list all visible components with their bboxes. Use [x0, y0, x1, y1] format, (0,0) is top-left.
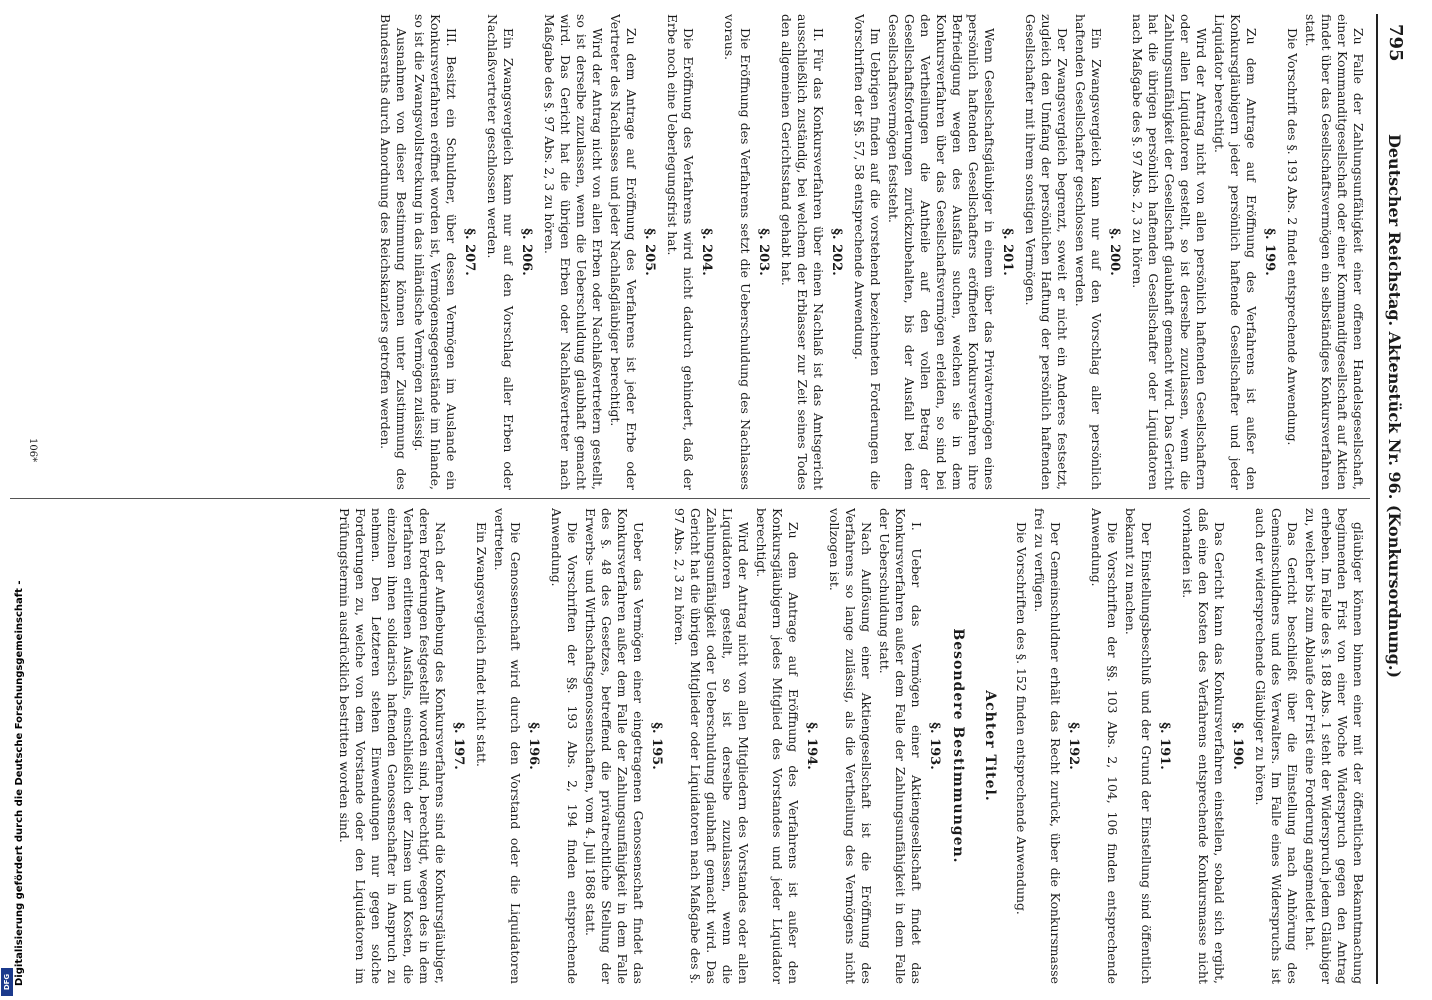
printer-signature: 106* — [27, 438, 38, 463]
paragraph: Ausnahmen von dieser Bestimmung können unter Zustimmung des Bundesraths durch Anordnung des Reichskanzlers getroffen werden. — [378, 14, 409, 490]
document-page — [10, 14, 1410, 984]
section-heading: Besondere Bestimmungen. — [950, 628, 966, 864]
paragraph: gläubiger können binnen einer mit der öffentlichen Bekanntmachung beginnenden Frist von einer Woche Widerspruch gegen den Antrag erheben. Im Falle des §. 188 Abs. 1 steht der Widerspruch jedem Gläubiger zu, welcher bis zum Ablaufe der Frist eine Forderung angemeldet hat. — [1303, 508, 1366, 984]
paragraph: Die Eröffnung des Verfahrens setzt die Ueberschuldung des Nachlasses voraus. — [722, 14, 753, 490]
page-title: Deutscher Reichstag. Aktenstück Nr. 96. (Konkursordnung.) — [1385, 134, 1404, 679]
column-divider — [10, 498, 1370, 499]
paragraph: Wird der Antrag nicht von allen persönlich haftenden Gesellschaftern oder allen Liquidatoren gestellt, so ist derselbe zuzulassen, wenn die Zahlungsunfähigkeit der Gesellschaft glaubhaft gemacht wird. Das Gericht hat die übrigen persönlich haftenden Gesellschafter oder Liquidatoren nach Maßgabe des §. 97 Abs. 2, 3 zu hören. — [1130, 14, 1209, 490]
paragraph: Die Vorschriften der §§. 193 Abs. 2, 194 finden entsprechende Anwendung. — [549, 508, 580, 984]
paragraph: Ein Zwangsvergleich findet nicht statt. — [474, 522, 489, 767]
section-number: §. 199. — [1262, 228, 1277, 276]
right-column — [26, 508, 1366, 984]
watermark-text: Digitalisierung gefördert durch die Deutsche Forschungsgemeinschaft - — [14, 580, 25, 986]
section-number: §. 206. — [519, 228, 534, 276]
paragraph: Zu dem Antrage auf Eröffnung des Verfahrens ist außer den Konkursgläubigern jeder persönlich haftende Gesellschafter und jeder Liquidator berechtigt. — [1212, 14, 1259, 490]
paragraph: Ueber das Vermögen einer eingetragenen Genossenschaft findet das Konkursverfahren außer dem Falle der Zahlungsunfähigkeit in dem Falle des §. 48 des Gesetzes, betreffend die privatrechtliche Stellung der Erwerbs- und Wirthschaftsgenossenschaften, vom 4. Juli 1868 statt. — [583, 508, 646, 984]
header-rule — [1376, 14, 1378, 984]
section-number: §. 195. — [649, 722, 664, 770]
left-column — [26, 14, 1366, 490]
paragraph: Ein Zwangsvergleich kann nur auf den Vorschlag aller Erben oder Nachlaßvertreter geschlossen werden. — [485, 14, 516, 490]
paragraph: Die Vorschrift des §. 193 Abs. 2 findet entsprechende Anwendung. — [1285, 28, 1300, 446]
section-heading: Achter Titel. — [982, 690, 998, 802]
paragraph: II. Für das Konkursverfahren über einen Nachlaß ist das Amtsgericht ausschließlich zuständig, bei welchem der Erblasser zur Zeit seines Todes den allgemeinen Gerichtsstand gehabt hat. — [779, 14, 826, 490]
section-number: §. 191. — [1157, 722, 1172, 770]
section-number: §. 200. — [1107, 228, 1122, 276]
section-number: §. 192. — [1066, 722, 1081, 770]
paragraph: Wird der Antrag nicht von allen Mitgliedern des Vorstandes oder allen Liquidatoren gestellt, so ist derselbe zuzulassen, wenn die Zahlungsunfähigkeit oder Ueberschuldung glaubhaft gemacht wird. Das Gericht hat die übrigen Mitglieder oder Liquidatoren nach Maßgabe des §. 97 Abs. 2, 3 zu hören. — [672, 508, 751, 984]
paragraph: Der Zwangsvergleich begrenzt, soweit er nicht ein Anderes festsetzt, zugleich den Umfang der persönlichen Haftung der persönlich haftenden Gesellschafter mit ihrem sonstigen Vermögen. — [1023, 14, 1070, 490]
paragraph: III. Besitzt ein Schuldner, über dessen Vermögen im Auslande ein Konkursverfahren eröffnet worden ist, Vermögensgegenstände im Inlande, so ist die Zwangsvollstreckung in das inländische Vermögen zulässig. — [412, 14, 459, 490]
paragraph: Das Gericht beschließt über die Einstellung nach Anhörung des Gemeinschuldners und des Verwalters. Im Falle eines Widerspruchs ist auch der widersprechende Gläubiger zu hören. — [1253, 508, 1300, 984]
paragraph: Das Gericht kann das Konkursverfahren einstellen, sobald sich ergibt, daß eine den Kosten des Verfahrens entsprechende Konkursmasse nicht vorhanden ist. — [1180, 508, 1227, 984]
paragraph: Wird der Antrag nicht von allen Erben oder Nachlaßvertretern gestellt, so ist derselbe zuzulassen, wenn die Ueberschuldung glaubhaft gemacht wird. Das Gericht hat die übrigen Erben oder Nachlaßvertreter nach Maßgabe des §. 97 Abs. 2, 3 zu hören. — [542, 14, 605, 490]
section-number: §. 194. — [804, 722, 819, 770]
paragraph: Wenn Gesellschaftsgläubiger in einem über das Privatvermögen eines persönlich haftenden Gesellschafters eröffneten Konkursverfahren ihre Befriedigung wegen des Ausfalls suchen, welchen sie in dem Konkursverfahren über das Gesellschaftsvermögen erleiden, so sind bei den Vertheilungen die Antheile auf den vollen Betrag der Gesellschaftsforderungen zurückzubehalten, bis der Ausfall bei dem Gesellschaftsvermögen feststeht. — [886, 14, 997, 490]
paragraph: Ein Zwangsvergleich kann nur auf den Vorschlag aller persönlich haftenden Gesellschafter geschlossen werden. — [1073, 14, 1104, 490]
paragraph: I. Ueber das Vermögen einer Aktiengesellschaft findet das Konkursverfahren außer dem Falle der Zahlungsunfähigkeit in dem Falle der Ueberschuldung statt. — [877, 508, 924, 984]
section-number: §. 190. — [1230, 722, 1245, 770]
paragraph: Die Eröffnung des Verfahrens wird nicht dadurch gehindert, daß der Erbe noch eine Ueberlegungsfrist hat. — [665, 14, 696, 490]
section-number: §. 204. — [699, 228, 714, 276]
paragraph: Nach der Aufhebung des Konkursverfahrens sind die Konkursgläubiger, deren Forderungen festgestellt worden sind, berechtigt, wegen des in dem Verfahren erlittenen Ausfalls, einschließlich der Zinsen und Kosten, die einzelnen ihnen solidarisch haftenden Genossenschafter in Anspruch zu nehmen. Den Letzteren stehen Einwendungen nur gegen solche Forderungen zu, welche von dem Vorstande oder den Liquidatoren im Prüfungstermin ausdrücklich bestritten worden sind. — [337, 508, 448, 984]
section-number: §. 203. — [756, 228, 771, 276]
section-number: §. 201. — [1000, 228, 1015, 276]
section-number: §. 196. — [526, 722, 541, 770]
page-number: 795 — [1385, 24, 1406, 62]
paragraph: Zu dem Antrage auf Eröffnung des Verfahrens ist jeder Erbe oder Vertreter des Nachlasses und jeder Nachlaßgläubiger berechtigt. — [608, 14, 639, 490]
paragraph: Die Vorschriften des §. 152 finden entsprechende Anwendung. — [1014, 522, 1029, 915]
dfg-logo-text: DFG — [3, 973, 12, 991]
section-number: §. 197. — [451, 722, 466, 770]
paragraph: Der Einstellungsbeschluß und der Grund der Einstellung sind öffentlich bekannt zu machen. — [1123, 508, 1154, 984]
paragraph: Zu Falle der Zahlungsunfähigkeit einer offenen Handelsgesellschaft, einer Kommanditgesellschaft oder einer Kommanditgesellschaft auf Aktien findet über das Gesellschaftsvermögen ein selbständiges Konkursverfahren statt. — [1303, 14, 1366, 490]
section-number: §. 205. — [642, 228, 657, 276]
paragraph: Der Gemeinschuldner erhält das Recht zurück, über die Konkursmasse frei zu verfügen. — [1032, 508, 1063, 984]
paragraph: Nach Auflösung einer Aktiengesellschaft ist die Eröffnung des Verfahrens so lange zulässig, als die Vertheilung des Vermögens nicht vollzogen ist. — [827, 508, 874, 984]
paragraph: Die Genossenschaft wird durch den Vorstand oder die Liquidatoren vertreten. — [492, 508, 523, 984]
page-header — [1370, 14, 1410, 984]
section-number: §. 207. — [462, 228, 477, 276]
section-number: §. 193. — [927, 722, 942, 770]
paragraph: Die Vorschriften der §§. 103 Abs. 2, 104, 106 finden entsprechende Anwendung. — [1089, 508, 1120, 984]
section-number: §. 202. — [829, 228, 844, 276]
paragraph: Im Uebrigen finden auf die vorstehend bezeichneten Forderungen die Vorschriften der §§. 57, 58 entsprechende Anwendung. — [852, 14, 883, 490]
paragraph: Zu dem Antrage auf Eröffnung des Verfahrens ist außer den Konkursgläubigern jedes Mitglied des Vorstandes und jeder Liquidator berechtigt. — [754, 508, 801, 984]
